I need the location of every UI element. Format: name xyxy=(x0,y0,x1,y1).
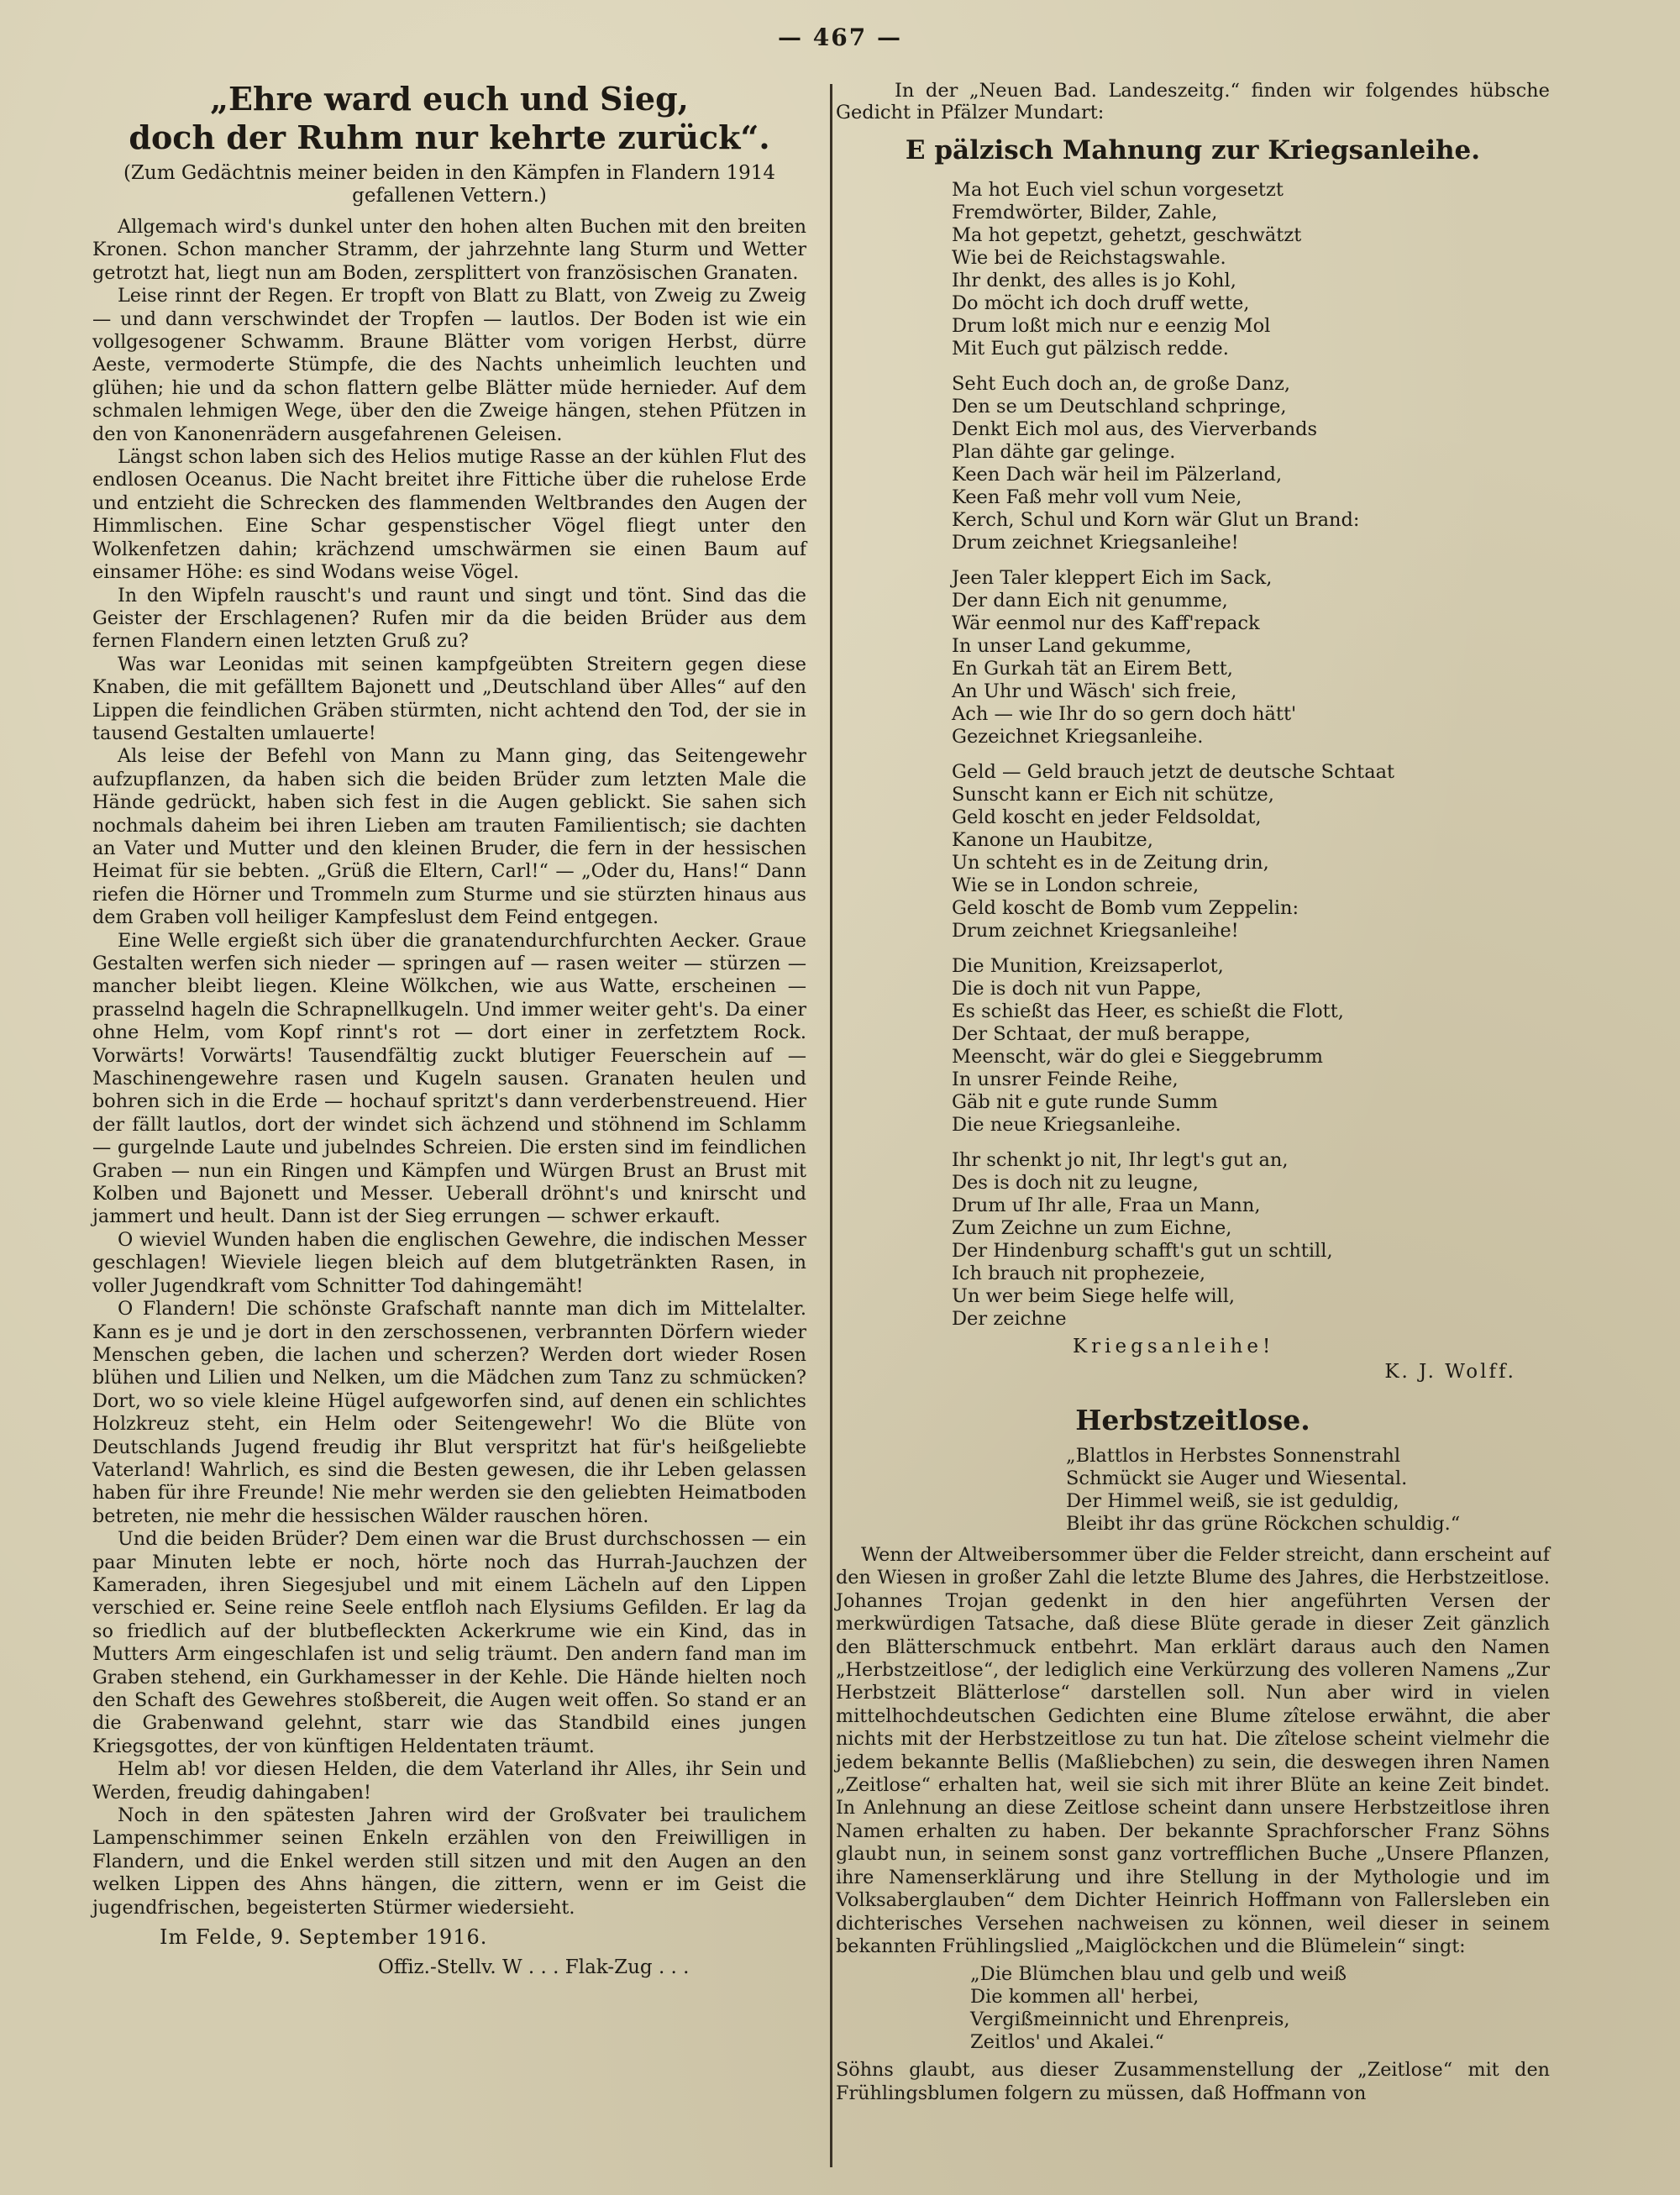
paragraph: Was war Leonidas mit seinen kampfgeübten Streitern gegen diese Knaben, die mit gefälltem Bajonett und „Deutschland über Alles“ auf den Lippen die feindlichen Gräben stürmten, nicht achtend den Tod, der sie in tausend Gestalten umlauerte! xyxy=(92,653,806,744)
poem-stanza xyxy=(952,1149,1550,1331)
paragraph: Allgemach wird's dunkel unter den hohen alten Buchen mit den breiten Kronen. Schon mancher Stramm, der jahrzehnte lang Sturm und Wetter getrotzt hat, liegt nun am Boden, zersplittert von französischen Granaten. xyxy=(92,216,806,284)
poem-line: Kerch, Schul und Korn wär Glut un Brand: xyxy=(952,509,1360,531)
article-subtitle: (Zum Gedächtnis meiner beiden in den Kämpfen in Flandern 1914 gefallenen Vettern.) xyxy=(123,162,776,207)
poem-stanza xyxy=(952,955,1550,1137)
paragraph: Längst schon laben sich des Helios mutige Rasse an der kühlen Flut des endlosen Oceanus. Die Nacht breitet ihre Fittiche über die ruhelose Erde und entzieht die Schrecken des flammenden Weltbrandes den Augen der Himmlischen. Eine Schar gespenstischer Vögel fliegt unter den Wolkenfetzen dahin; krächzend umschwärmen sie einen Baum auf einsamer Höhe: es sind Wodans weise Vögel. xyxy=(92,446,806,584)
epigraph xyxy=(1066,1445,1550,1536)
poem-line: Ihr schenkt jo nit, Ihr legt's gut an, xyxy=(952,1149,1289,1171)
right-column xyxy=(836,80,1550,2105)
poem-line: Zum Zeichne un zum Eichne, xyxy=(952,1217,1232,1239)
poem-line: Wie se in London schreie, xyxy=(952,874,1200,896)
paragraph: Leise rinnt der Regen. Er tropft von Blatt zu Blatt, von Zweig zu Zweig — und dann verschwindet der Tropfen — lautlos. Der Boden ist wie ein vollgesogener Schwamm. Braune Blätter vom vorigen Herbst, dürre Aeste, vermoderte Stümpfe, die des Nachts unheimlich leuchten und glühen; hie und da schon flattern gelbe Blätter müde hernieder. Auf dem schmalen lehmigen Wege, über den die Zweige hängen, stehen Pfützen in den von Kanonenrädern ausgefahrenen Geleisen. xyxy=(92,285,806,445)
poem-line: Die neue Kriegsanleihe. xyxy=(952,1114,1182,1136)
poem-line: Seht Euch doch an, de große Danz, xyxy=(952,373,1291,395)
poem-stanza xyxy=(952,567,1550,748)
poem-line: Fremdwörter, Bilder, Zahle, xyxy=(952,202,1218,223)
paragraph: In den Wipfeln rauscht's und raunt und singt und tönt. Sind das die Geister der Erschlagenen? Rufen mir da die beiden Brüder aus dem fernen Flandern einen letzten Gruß zu? xyxy=(92,584,806,653)
poem-line: Der zeichne xyxy=(952,1308,1067,1330)
poem-line: Drum uf Ihr alle, Fraa un Mann, xyxy=(952,1195,1261,1216)
article-title: Herbstzeitlose. xyxy=(1075,1404,1310,1436)
page-number: — 467 — xyxy=(778,24,902,51)
poem-line: Mit Euch gut pälzisch redde. xyxy=(952,338,1229,360)
poem-intro: In der „Neuen Bad. Landeszeitg.“ finden wir folgendes hübsche Gedicht in Pfälzer Mundart: xyxy=(836,80,1550,123)
poem-line: Plan dähte gar gelinge. xyxy=(952,441,1176,463)
poem-line: Des is doch nit zu leugne, xyxy=(952,1172,1199,1194)
poem-line: Wär eenmol nur des Kaff'repack xyxy=(952,612,1260,634)
poem-line: Den se um Deutschland schpringe, xyxy=(952,396,1287,417)
epigraph-line: „Blattlos in Herbstes Sonnenstrahl xyxy=(1066,1445,1401,1467)
column-divider xyxy=(830,84,832,2167)
poem-line: An Uhr und Wäsch' sich freie, xyxy=(952,680,1237,702)
poem-line: Wie bei de Reichstagswahle. xyxy=(952,247,1226,269)
quote-line: Die kommen all' herbei, xyxy=(970,1986,1200,2009)
poem-line: In unsrer Feinde Reihe, xyxy=(952,1069,1179,1090)
epigraph-line: Der Himmel weiß, sie ist geduldig, xyxy=(1066,1490,1399,1512)
quoted-verse xyxy=(970,1963,1550,2054)
poem-author: K. J. Wolff. xyxy=(1384,1361,1516,1383)
poem-line: Geld koscht de Bomb vum Zeppelin: xyxy=(952,897,1299,919)
poem-line: Ihr denkt, des alles is jo Kohl, xyxy=(952,270,1236,291)
poem-final-word: Kriegsanleihe! xyxy=(1073,1336,1275,1357)
poem-line: Drum zeichnet Kriegsanleihe! xyxy=(952,920,1239,942)
paragraph: O Flandern! Die schönste Grafschaft nannte man dich im Mittelalter. Kann es je und je dort in den zerschossenen, verbrannten Dörfern wieder Menschen geben, die lachen und scherzen? Werden dort wieder Rosen blühen und Lilien und Nelken, um die Mädchen zum Tanz zu schmücken? Dort, wo so viele kleine Hügel aufgeworfen sind, auf denen ein schlichtes Holzkreuz steht, ein Helm oder Seitengewehr! Wo die Blüte von Deutschlands Jugend freudig ihr Blut verspritzt hat für's heißgeliebte Vaterland! Wahrlich, es sind die Besten gewesen, die ihr Leben gelassen haben für ihre Freunde! Nie mehr werden sie den geliebten Heimatboden betreten, nie mehr die hessischen Wälder rauschen hören. xyxy=(92,1298,806,1527)
poem-line: En Gurkah tät an Eirem Bett, xyxy=(952,658,1233,680)
poem-line: In unser Land gekumme, xyxy=(952,635,1192,657)
poem-line: Jeen Taler kleppert Eich im Sack, xyxy=(952,567,1273,589)
poem-line: Gäb nit e gute runde Summ xyxy=(952,1091,1218,1113)
epigraph-line: Schmückt sie Auger und Wiesental. xyxy=(1066,1468,1408,1489)
paragraph: Söhns glaubt, aus dieser Zusammenstellung der „Zeitlose“ mit den Frühlingsblumen folgern zu müssen, daß Hoffmann von xyxy=(836,2059,1550,2104)
poem-line: Kanone un Haubitze, xyxy=(952,829,1153,851)
poem-line: Es schießt das Heer, es schießt die Flott, xyxy=(952,1000,1344,1022)
paragraph: Helm ab! vor diesen Helden, die dem Vaterland ihr Alles, ihr Sein und Werden, freudig dahingaben! xyxy=(92,1758,806,1804)
poem-line: Meenscht, wär do glei e Sieggebrumm xyxy=(952,1046,1323,1068)
paragraph: Und die beiden Brüder? Dem einen war die Brust durchschossen — ein paar Minuten lebte er noch, hörte noch das Hurrah-Jauchzen der Kameraden, ihren Siegesjubel und mit einem Lächeln auf den Lippen verschied er. Seine reine Seele entfloh nach Elysiums Gefilden. Er lag da so friedlich auf der blutbefleckten Ackerkrume wie ein Kind, das in Mutters Arm eingeschlafen ist und selig träumt. Den andern fand man im Graben stehend, ein Gurkhamesser in der Kehle. Die Hände hielten noch den Schaft des Gewehres stoßbereit, die Augen weit offen. So stand er an die Grabenwand gelehnt, starr wie das Standbild eines jungen Kriegsgottes, der von künftigen Heldentaten träumt. xyxy=(92,1528,806,1757)
poem-line: Do möcht ich doch druff wette, xyxy=(952,292,1250,314)
poem-line: Geld — Geld brauch jetzt de deutsche Schtaat xyxy=(952,761,1395,783)
poem-line: Sunscht kann er Eich nit schütze, xyxy=(952,784,1274,806)
poem-line: Geld koscht en jeder Feldsoldat, xyxy=(952,806,1262,828)
signature-place-date: Im Felde, 9. September 1916. xyxy=(160,1925,488,1950)
poem-stanza xyxy=(952,373,1550,554)
poem-line: Keen Faß mehr voll vum Neie, xyxy=(952,486,1242,508)
quote-line: Vergißmeinnicht und Ehrenpreis, xyxy=(970,2009,1290,2031)
poem-line: Drum loßt mich nur e eenzig Mol xyxy=(952,315,1271,337)
poem-line: Un wer beim Siege helfe will, xyxy=(952,1285,1236,1307)
poem-line: Un schteht es in de Zeitung drin, xyxy=(952,852,1269,874)
poem-line: Gezeichnet Kriegsanleihe. xyxy=(952,726,1204,748)
article-title-line-2: doch der Ruhm nur kehrte zurück“. xyxy=(129,118,770,156)
article-title-line-1: „Ehre ward euch und Sieg, xyxy=(210,80,689,118)
epigraph-line: Bleibt ihr das grüne Röckchen schuldig.“ xyxy=(1066,1513,1461,1535)
poem-line: Der dann Eich nit genumme, xyxy=(952,590,1228,612)
poem-line: Der Schtaat, der muß berappe, xyxy=(952,1023,1251,1045)
poem-title: E pälzisch Mahnung zur Kriegsanleihe. xyxy=(905,135,1481,165)
poem-line: Ma hot gepetzt, gehetzt, geschwätzt xyxy=(952,224,1302,246)
poem-line: Ach — wie Ihr do so gern doch hätt' xyxy=(952,703,1297,725)
poem-line: Die Munition, Kreizsaperlot, xyxy=(952,955,1224,977)
poem-line: Denkt Eich mol aus, des Vierverbands xyxy=(952,418,1318,440)
left-column xyxy=(92,80,806,1980)
signature-author: Offiz.-Stellv. W . . . Flak-Zug . . . xyxy=(378,1956,690,1979)
paragraph: Als leise der Befehl von Mann zu Mann ging, das Seitengewehr aufzupflanzen, da haben sich die beiden Brüder zum letzten Male die Hände gedrückt, haben sich fest in die Augen geblickt. Sie sahen sich nochmals daheim bei ihren Lieben am trauten Familientisch; sie dachten an Vater und Mutter und den kleinen Bruder, die fern in der hessischen Heimat für sie bebten. „Grüß die Eltern, Carl!“ — „Oder du, Hans!“ Dann riefen die Hörner und Trommeln zum Sturme und sie stürzten hinaus aus dem Graben voll heiliger Kampfeslust dem Feind entgegen. xyxy=(92,745,806,929)
poem-line: Der Hindenburg schafft's gut un schtill, xyxy=(952,1240,1333,1262)
poem-line: Drum zeichnet Kriegsanleihe! xyxy=(952,532,1239,554)
quote-line: Zeitlos' und Akalei.“ xyxy=(970,2031,1165,2054)
poem-line: Die is doch nit vun Pappe, xyxy=(952,978,1202,1000)
poem-stanza xyxy=(952,179,1550,360)
paragraph: Wenn der Altweibersommer über die Felder streicht, dann erscheint auf den Wiesen in großer Zahl die letzte Blume des Jahres, die Herbstzeitlose. Johannes Trojan gedenkt in den hier angeführten Versen der merkwürdigen Tatsache, daß diese Blüte gerade in dieser Zeit gänzlich den Blätterschmuck entbehrt. Man erklärt daraus auch den Namen „Herbstzeitlose“, der lediglich eine Verkürzung des volleren Namens „Zur Herbstzeit Blätterlose“ darstellen soll. Nun aber wird in vielen mittelhochdeutschen Gedichten eine Blume zîtelose erwähnt, die aber nichts mit der Herbstzeitlose zu tun hat. Die zîtelose scheint vielmehr die jedem bekannte Bellis (Maßliebchen) zu sein, die deswegen ihren Namen „Zeitlose“ erhalten hat, weil sie sich mit ihrer Blüte an keine Zeit bindet. In Anlehnung an diese Zeitlose scheint dann unsere Herbstzeitlose ihren Namen erhalten zu haben. Der bekannte Sprachforscher Franz Söhns glaubt nun, in seinem sonst ganz vortrefflichen Buche „Unsere Pflanzen, ihre Namenserklärung und ihre Stellung in der Mythologie und im Volksaberglauben“ dem Dichter Heinrich Hoffmann von Fallersleben ein dichterisches Versehen nachweisen zu können, weil dieser in seinem bekannten Frühlingslied „Maiglöckchen und die Blümelein“ singt: xyxy=(836,1544,1550,1957)
poem-line: Ma hot Euch viel schun vorgesetzt xyxy=(952,179,1284,201)
poem-line: Ich brauch nit prophezeie, xyxy=(952,1263,1206,1284)
poem-line: Keen Dach wär heil im Pälzerland, xyxy=(952,464,1283,486)
paragraph: Noch in den spätesten Jahren wird der Großvater bei traulichem Lampenschimmer seinen Enkeln erzählen von den Freiwilligen in Flandern, und die Enkel werden still sitzen und mit den Augen an den welken Lippen des Ahns hängen, die zittern, wenn er im Geist die jugendfrischen, begeisterten Stürmer wiedersieht. xyxy=(92,1804,806,1919)
paragraph: Eine Welle ergießt sich über die granatendurchfurchten Aecker. Graue Gestalten werfen sich nieder — springen auf — rasen weiter — stürzen — mancher bleibt liegen. Kleine Wölkchen, wie aus Watte, erscheinen — prasselnd hageln die Schrapnellkugeln. Und immer weiter geht's. Da einer ohne Helm, vom Kopf rinnt's rot — dort einer in zerfetztem Rock. Vorwärts! Vorwärts! Tausendfältig zuckt blutiger Feuerschein auf — Maschinengewehre rasen und Kugeln sausen. Granaten heulen und bohren sich in die Erde — hochauf spritzt's dann verderbenstreuend. Hier der fällt lautlos, dort der windet sich ächzend und stöhnend im Schlamm — gurgelnde Laute und jubelndes Schreien. Die ersten sind im feindlichen Graben — nun ein Ringen und Kämpfen und Würgen Brust an Brust mit Kolben und Bajonett und Messer. Ueberall dröhnt's und knirscht und jammert und heult. Dann ist der Sieg errungen — schwer erkauft. xyxy=(92,929,806,1228)
quote-line: „Die Blümchen blau und gelb und weiß xyxy=(970,1963,1347,1986)
paragraph: O wieviel Wunden haben die englischen Gewehre, die indischen Messer geschlagen! Wieviele liegen bleich auf dem blutgetränkten Rasen, in voller Jugendkraft vom Schnitter Tod dahingemäht! xyxy=(92,1228,806,1297)
poem-stanza xyxy=(952,761,1550,943)
